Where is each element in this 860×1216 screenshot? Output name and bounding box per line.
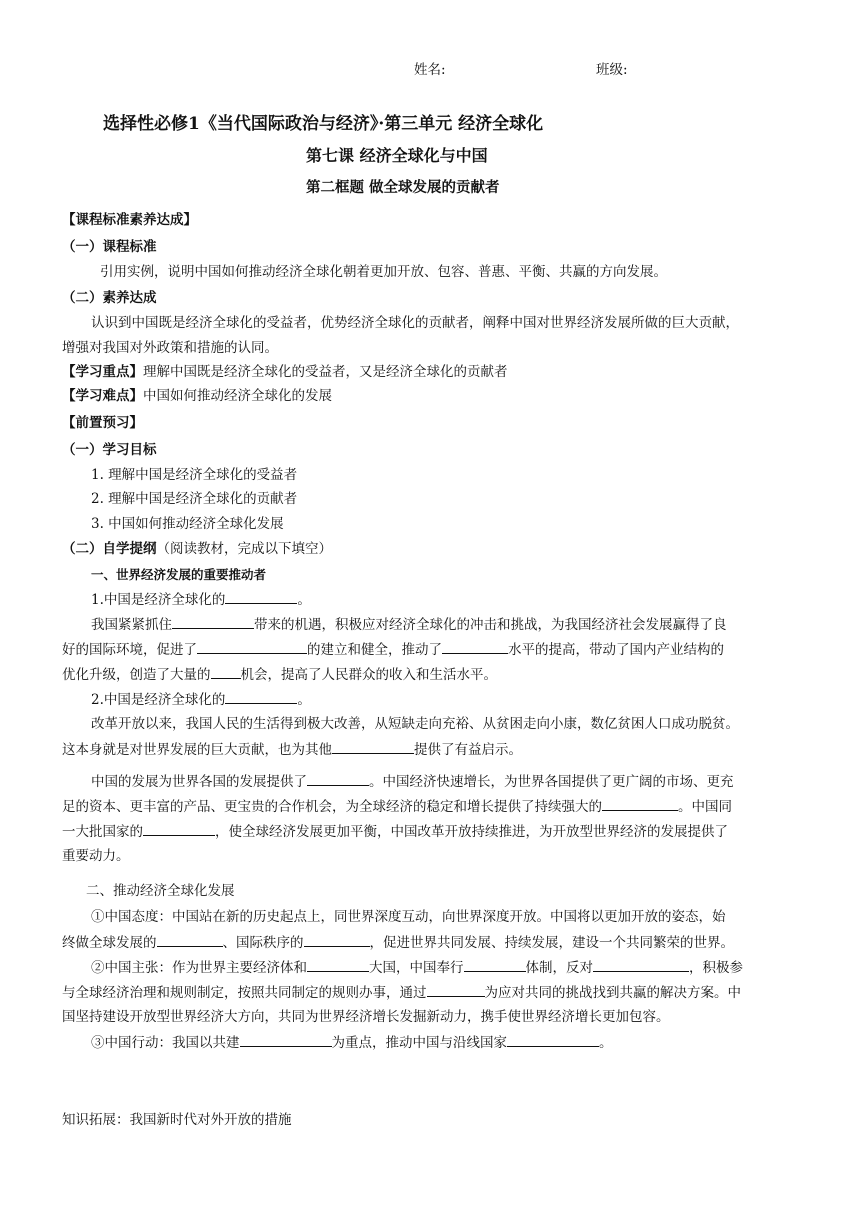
attitude-line2	[62, 932, 734, 953]
outline-heading-line	[62, 539, 332, 559]
action-text: ③中国行动：我国以共建	[91, 1035, 240, 1051]
fill-blank[interactable]	[307, 771, 369, 786]
stance-line1	[91, 957, 743, 978]
lesson-title: 第七课 经济全球化与中国	[306, 146, 488, 165]
p2-line1: 改革开放以来，我国人民的生活得到极大改善，从短缺走向充裕、从贫困走向小康，数亿贫困人口成功脱贫。	[91, 716, 739, 732]
stance-text: 与全球经济治理和规则制定，按照共同制定的规则办事，通过	[62, 985, 427, 1001]
section-title: 第二框题 做全球发展的贡献者	[306, 179, 500, 196]
stance-line2	[62, 982, 741, 1003]
action-text: 为重点，推动中国与沿线国家	[331, 1035, 507, 1051]
stance-text: 大国，中国奉行	[369, 960, 464, 976]
fill-blank[interactable]	[240, 1032, 332, 1047]
p3-text: 中国的发展为世界各国的发展提供了	[91, 774, 307, 790]
p3-text: ，使全球经济发展更加平衡，中国改革开放持续推进，为开放型世界经济的发展提供了	[215, 824, 728, 840]
p3-line1	[91, 771, 734, 792]
preview-heading: 【前置预习】	[62, 415, 143, 431]
p3-text: 一大批国家的	[62, 824, 143, 840]
fill-blank[interactable]	[143, 821, 215, 836]
p1-text: 我国紧紧抓住	[91, 617, 172, 633]
difficulty-point	[62, 386, 332, 406]
q2-end: 。	[297, 692, 311, 708]
p3-text: 。中国经济快速增长，为世界各国提供了更广阔的市场、更充	[369, 774, 734, 790]
fill-blank[interactable]	[427, 982, 485, 997]
attitude-text: ，促进世界共同发展、持续发展，建设一个共同繁荣的世界。	[369, 935, 734, 951]
fill-blank[interactable]	[464, 957, 526, 972]
name-label: 姓名:	[414, 62, 446, 78]
difficulty-label: 【学习难点】	[62, 388, 143, 404]
p1-text: 水平的提高，带动了国内产业结构的	[508, 642, 724, 658]
fill-blank[interactable]	[157, 932, 223, 947]
stance-text: 体制，反对	[525, 960, 593, 976]
q1-end: 。	[297, 592, 311, 608]
main-title: 选择性必修1《当代国际政治与经济》·第三单元 经济全球化	[103, 114, 544, 134]
fill-blank[interactable]	[507, 1032, 599, 1047]
action-line	[91, 1032, 613, 1053]
stance-text: 为应对共同的挑战找到共赢的解决方案。中	[484, 985, 741, 1001]
key-point-text: 理解中国既是经济全球化的受益者，又是经济全球化的贡献者	[143, 364, 508, 380]
p1-line3	[62, 664, 497, 685]
fill-blank[interactable]	[307, 957, 369, 972]
fill-blank[interactable]	[225, 689, 297, 704]
fill-blank[interactable]	[197, 639, 307, 654]
attitude-text: 、国际秩序的	[222, 935, 304, 951]
goal-item: 3. 中国如何推动经济全球化发展	[91, 516, 284, 532]
p2-text: 这本身就是对世界发展的巨大贡献，也为其他	[62, 742, 332, 758]
p2-text: 提供了有益启示。	[414, 742, 522, 758]
curriculum-standard-text: 引用实例，说明中国如何推动经济全球化朝着更加开放、包容、普惠、平衡、共赢的方向发展。	[100, 264, 667, 280]
attitude-text: 终做全球发展的	[62, 935, 157, 951]
fill-blank[interactable]	[211, 664, 241, 679]
difficulty-text: 中国如何推动经济全球化的发展	[143, 388, 332, 404]
q1-text: 1.中国是经济全球化的	[91, 592, 226, 608]
p3-line2	[62, 796, 732, 817]
knowledge-extension: 知识拓展：我国新时代对外开放的措施	[62, 1112, 292, 1128]
literacy-text-line1: 认识到中国既是经济全球化的受益者，优势经济全球化的贡献者，阐释中国对世界经济发展所做的巨大贡献，	[91, 315, 739, 331]
part1-heading: 一、世界经济发展的重要推动者	[91, 567, 267, 582]
stance-text: ②中国主张：作为世界主要经济体和	[91, 960, 307, 976]
p3-line4: 重要动力。	[62, 848, 130, 864]
fill-blank[interactable]	[442, 639, 508, 654]
p1-text: 优化升级，创造了大量的	[62, 667, 211, 683]
p1-text: 机会，提高了人民群众的收入和生活水平。	[240, 667, 497, 683]
fill-blank[interactable]	[172, 614, 254, 629]
p1-text: 好的国际环境，促进了	[62, 642, 197, 658]
fill-blank[interactable]	[602, 796, 678, 811]
curriculum-standard-heading: （一）课程标准	[62, 239, 157, 255]
p3-line3	[62, 821, 728, 842]
fill-blank[interactable]	[332, 739, 414, 754]
key-point	[62, 362, 508, 382]
p3-text: 。中国同	[678, 799, 732, 815]
outline-note: （阅读教材，完成以下填空）	[156, 541, 332, 557]
p1-line1	[91, 614, 727, 635]
class-label: 班级:	[596, 62, 628, 78]
key-point-label: 【学习重点】	[62, 364, 143, 380]
p1-text: 带来的机遇，积极应对经济全球化的冲击和挑战，为我国经济社会发展赢得了良	[254, 617, 727, 633]
outline-heading: （二）自学提纲	[62, 541, 157, 557]
p3-text: 足的资本、更丰富的产品、更宝贵的合作机会，为全球经济的稳定和增长提供了持续强大的	[62, 799, 602, 815]
part2-heading: 二、推动经济全球化发展	[86, 883, 235, 899]
goal-item: 2. 理解中国是经济全球化的贡献者	[91, 491, 298, 507]
literacy-text-line2: 增强对我国对外政策和措施的认同。	[62, 340, 278, 356]
q2-text: 2.中国是经济全球化的	[91, 692, 226, 708]
q1-line	[91, 589, 311, 610]
p2-line2	[62, 739, 522, 760]
fill-blank[interactable]	[593, 957, 689, 972]
q2-line	[91, 689, 311, 710]
fill-blank[interactable]	[225, 589, 297, 604]
attitude-line1: ①中国态度：中国站在新的历史起点上，同世界深度互动，向世界深度开放。中国将以更加开放的姿态，始	[91, 909, 726, 925]
action-text: 。	[599, 1035, 613, 1051]
standards-heading: 【课程标准素养达成】	[62, 212, 197, 228]
fill-blank[interactable]	[304, 932, 370, 947]
stance-text: ，积极参	[689, 960, 743, 976]
stance-line3: 国坚持建设开放型世界经济大方向，共同为世界经济增长发掘新动力，携手使世界经济增长更加包容。	[62, 1009, 670, 1025]
goal-item: 1. 理解中国是经济全球化的受益者	[91, 467, 298, 483]
literacy-heading: （二）素养达成	[62, 290, 157, 306]
p1-line2	[62, 639, 724, 660]
goals-heading: （一）学习目标	[62, 442, 157, 458]
p1-text: 的建立和健全，推动了	[307, 642, 442, 658]
